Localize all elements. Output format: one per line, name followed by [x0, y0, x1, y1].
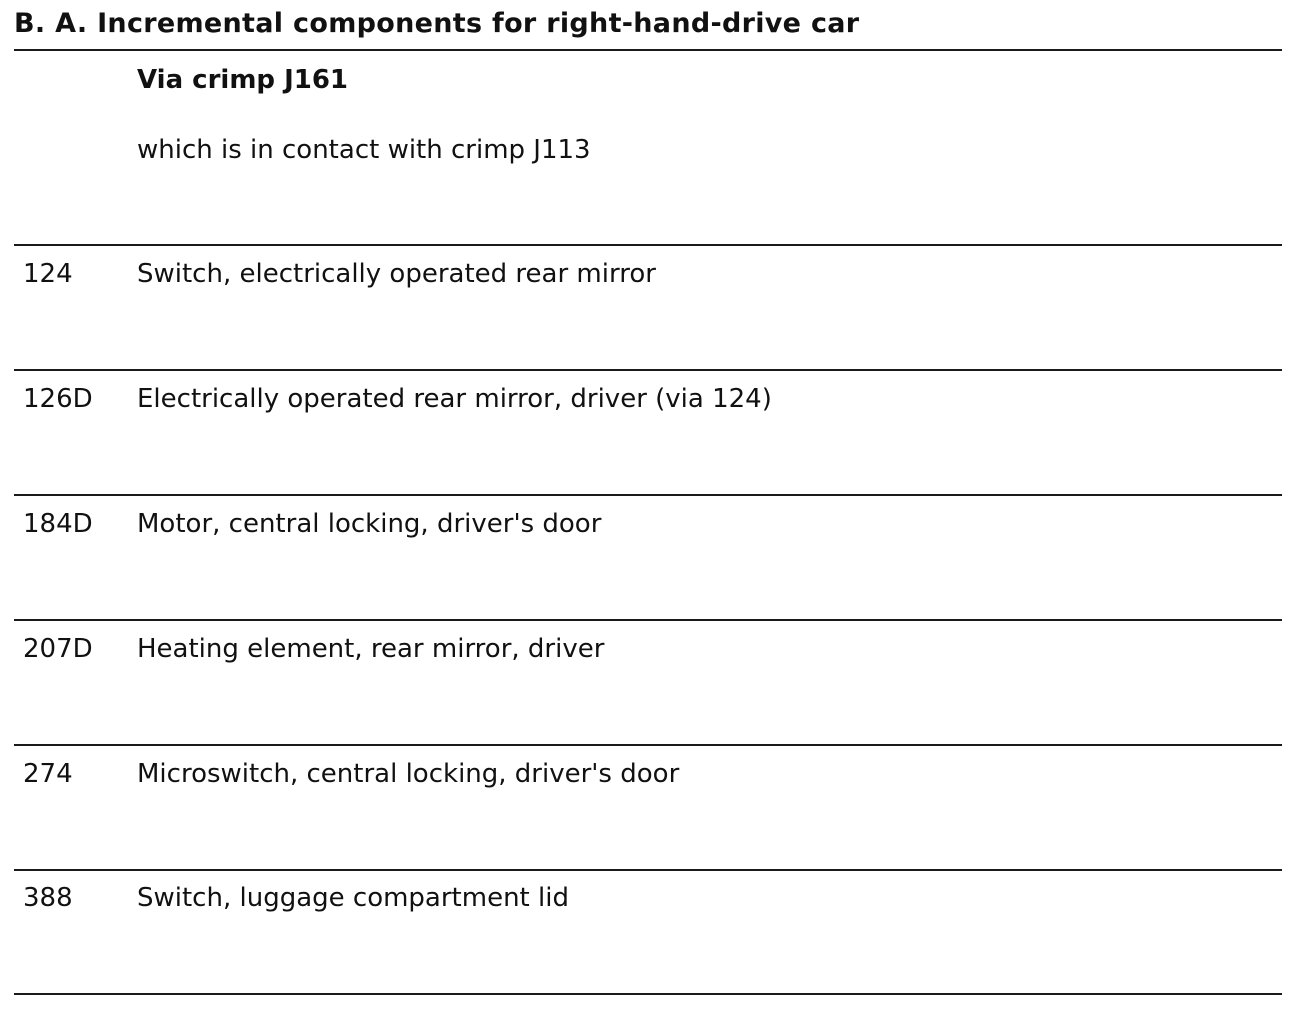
component-description: Motor, central locking, driver's door: [137, 509, 602, 539]
table-rule: [14, 494, 1282, 496]
crimp-note: which is in contact with crimp J113: [137, 135, 591, 165]
component-code: 274: [23, 759, 73, 789]
component-description: Microswitch, central locking, driver's door: [137, 759, 680, 789]
table-rule: [14, 744, 1282, 746]
crimp-heading: Via crimp J161: [137, 65, 349, 95]
table-rule: [14, 369, 1282, 371]
component-code: 124: [23, 259, 73, 289]
component-code: 184D: [23, 509, 93, 539]
table-rule-top: [14, 49, 1282, 51]
table-rule: [14, 619, 1282, 621]
table-rule-bottom: [14, 993, 1282, 995]
table-rule: [14, 869, 1282, 871]
component-description: Heating element, rear mirror, driver: [137, 634, 605, 664]
table-rule: [14, 244, 1282, 246]
component-code: 126D: [23, 384, 93, 414]
section-title: B. A. Incremental components for right-hand-drive car: [14, 8, 860, 39]
component-description: Electrically operated rear mirror, driver (via 124): [137, 384, 772, 414]
component-description: Switch, luggage compartment lid: [137, 883, 569, 913]
component-description: Switch, electrically operated rear mirror: [137, 259, 656, 289]
component-code: 207D: [23, 634, 93, 664]
component-code: 388: [23, 883, 73, 913]
